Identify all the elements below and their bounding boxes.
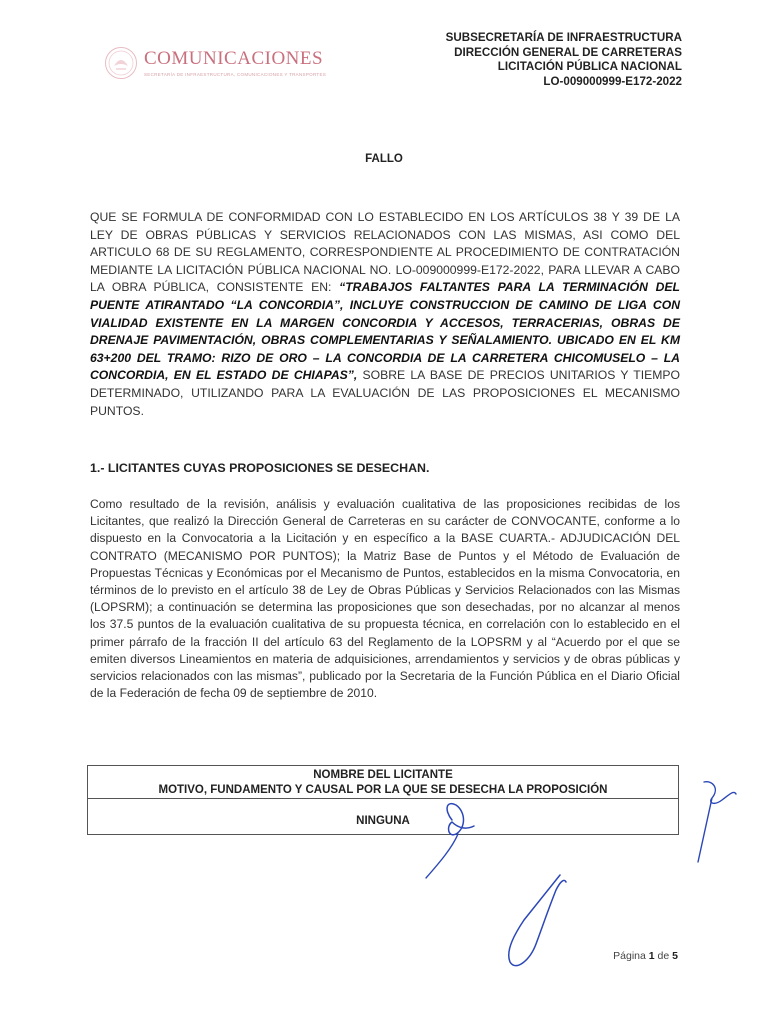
header-line-licitacion: LICITACIÓN PÚBLICA NACIONAL — [497, 60, 682, 74]
document-header — [446, 31, 682, 89]
page-number: 1 — [648, 950, 655, 962]
intro-paragraph — [90, 209, 680, 420]
logo-subtext: SECRETARÍA DE INFRAESTRUCTURA, COMUNICACIONES Y TRANSPORTES — [144, 72, 327, 77]
page-label: Página — [613, 950, 646, 962]
institution-logo — [104, 44, 364, 84]
seal-icon — [104, 46, 138, 80]
initials-stroke — [426, 834, 458, 878]
page-footer — [613, 950, 678, 962]
page-of-label: de — [657, 950, 670, 962]
bottom-signature — [509, 875, 566, 966]
page-total: 5 — [672, 950, 678, 962]
intro-project-name: “TRABAJOS FALTANTES PARA LA TERMINACIÓN DEL PUENTE ATIRANTADO “LA CONCORDIA”, INCLUYE CONSTRUCCION DE CAMINO DE LIGA CON VIALIDAD EXISTENTE EN LA MARGEN CONCORDIA Y ACCESOS, TERRACERIAS, OBRAS DE DRENAJE PAVIMENTACIÓN, OBRAS COMPLEMENTARIAS Y SEÑALAMIENTO. UBICADO EN EL KM 63+200 DEL TRAMO: RIZO DE ORO – LA CONCORDIA DE LA CARRETERA CHICOMUSELO – LA CONCORDIA, EN EL ESTADO DE CHIAPAS”, — [90, 280, 680, 383]
logo-wordmark: COMUNICACIONES — [144, 48, 324, 69]
header-line-direccion: DIRECCIÓN GENERAL DE CARRETERAS — [454, 45, 682, 59]
section-heading: 1.- LICITANTES CUYAS PROPOSICIONES SE DESECHAN. — [90, 461, 430, 475]
intro-text-end: SOBRE LA BASE DE PRECIOS UNITARIOS Y TIEMPO DETERMINADO, UTILIZANDO PARA LA EVALUACIÓN DE LAS PROPOSICIONES EL MECANISMO PUNTOS. — [90, 368, 680, 418]
document-title: FALLO — [365, 153, 403, 165]
right-margin-initials — [698, 782, 736, 862]
rejected-bids-table — [87, 765, 679, 835]
table-cell-value: NINGUNA — [356, 815, 410, 827]
table-header-name: NOMBRE DEL LICITANTE — [313, 769, 453, 781]
header-line-numero: LO-009000999-E172-2022 — [543, 74, 682, 88]
section-body: Como resultado de la revisión, análisis y evaluación cualitativa de las proposiciones recibidas de los Licitantes, que realizó la Dirección General de Carreteras en su carácter de CONVOCANTE, conforme a lo dispuesto en la Convocatoria a la Licitación y en específico a la BASE CUARTA.- ADJUDICACIÓN DEL CONTRATO (MECANISMO POR PUNTOS); la Matriz Base de Puntos y el Método de Evaluación de Propuestas Técnicas y Económicas por el Mecanismo de Puntos, establecidos en la misma Convocatoria, en términos de lo previsto en el artículo 38 de Ley de Obras Públicas y Servicios Relacionados con las Mismas (LOPSRM); a continuación se determina las proposiciones que son desechadas, por no alcanzar al menos los 37.5 puntos de la evaluación cualitativa de su propuesta técnica, en correlación con lo establecido en el primer párrafo de la fracción II del artículo 63 del Reglamento de la LOPSRM y al “Acuerdo por el que se emiten diversos Lineamientos en materia de adquisiciones, arrendamientos y servicios y de obras públicas y servicios relacionados con las mismas”, publicado por la Secretaria de la Función Pública en el Diario Oficial de la Federación de fecha 09 de septiembre de 2010. — [90, 497, 680, 701]
header-line-subsecretaria: SUBSECRETARÍA DE INFRAESTRUCTURA — [445, 31, 682, 44]
intro-text-start: QUE SE FORMULA DE CONFORMIDAD CON LO ESTABLECIDO EN LOS ARTÍCULOS 38 Y 39 DE LA LEY DE OBRAS PÚBLICAS Y SERVICIOS RELACIONADOS CON LAS MISMAS, ASI COMO DEL ARTICULO 68 DE SU REGLAMENTO, CORRESPONDIENTE AL PROCEDIMIENTO DE CONTRATACIÓN MEDIANTE LA LICITACIÓN PÚBLICA NACIONAL NO. LO-009000999-E172-2022, PARA LLEVAR A CABO LA OBRA PÚBLICA, CONSISTENTE EN: — [90, 210, 680, 295]
table-header-reason: MOTIVO, FUNDAMENTO Y CAUSAL POR LA QUE SE DESECHA LA PROPOSICIÓN — [158, 783, 608, 796]
table-header — [88, 766, 678, 799]
